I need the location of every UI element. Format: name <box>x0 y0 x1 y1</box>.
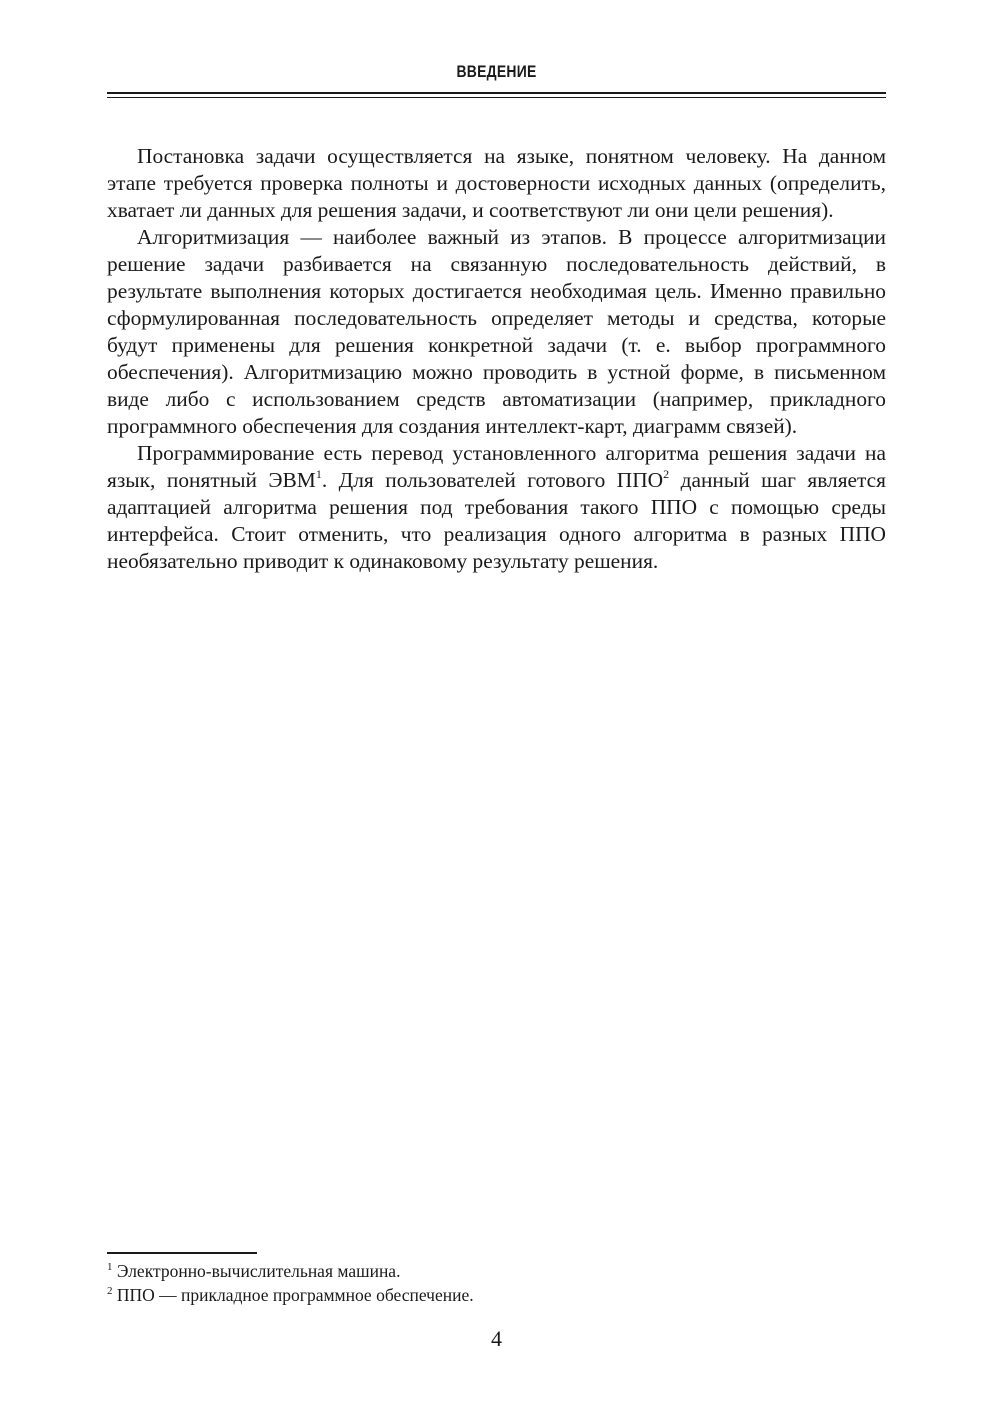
footnote-ref-2[interactable]: 2 <box>663 467 670 481</box>
running-header-title: ВВЕДЕНИЕ <box>456 62 537 81</box>
paragraph-programming-part-2: . Для пользователей готового ППО <box>321 468 664 492</box>
footnote-1-mark: 1 <box>107 1261 113 1273</box>
footnote-2-mark: 2 <box>107 1285 113 1297</box>
header-rule-thick <box>107 92 886 94</box>
footnote-1 <box>107 1259 886 1283</box>
main-text <box>107 143 886 575</box>
footnote-ref-1[interactable]: 1 <box>315 467 322 481</box>
paragraph-algorithmization: Алгоритмизация — наиболее важный из этапов. В процессе алгоритмизации решение задачи разбивается на связанную последовательность действий, в результате выполнения которых достигается необходимая цель. Именно правильно сформулированная последовательность определяет методы и средства, которые будут применены для решения конкретной задачи (т. е. выбор программного обеспечения). Алгоритмизацию можно проводить в устной форме, в письменном виде либо с использованием средств автоматизации (например, прикладного программного обеспечения для создания интеллект-карт, диаграмм связей). <box>107 225 886 438</box>
header-rule-thin <box>107 97 886 98</box>
paragraph-problem-statement: Постановка задачи осуществляется на языке, понятном человеку. На данном этапе требуется проверка полноты и достоверности исходных данных (определить, хватает ли данных для решения задачи, и соответствуют ли они цели решения). <box>107 144 886 222</box>
footnote-1-text: Электронно-вычислительная машина. <box>116 1261 401 1281</box>
footnote-2 <box>107 1283 886 1307</box>
footnote-separator <box>107 1252 257 1254</box>
paragraph-programming-part-1: Программирование есть перевод установленного алгоритма решения задачи на язык, понятный ЭВМ <box>107 441 886 492</box>
page-number: 4 <box>491 1326 502 1351</box>
paragraph-programming-part-3: данный шаг является адаптацией алгоритма решения под требования такого ППО с помощью среды интерфейса. Стоит отменить, что реализация одного алгоритма в разных ППО необязательно приводит к одинаковому результату решения. <box>107 468 886 573</box>
paragraph-programming <box>107 440 886 575</box>
footnotes <box>107 1259 886 1307</box>
footnote-2-text: ППО — прикладное программное обеспечение. <box>116 1285 474 1305</box>
